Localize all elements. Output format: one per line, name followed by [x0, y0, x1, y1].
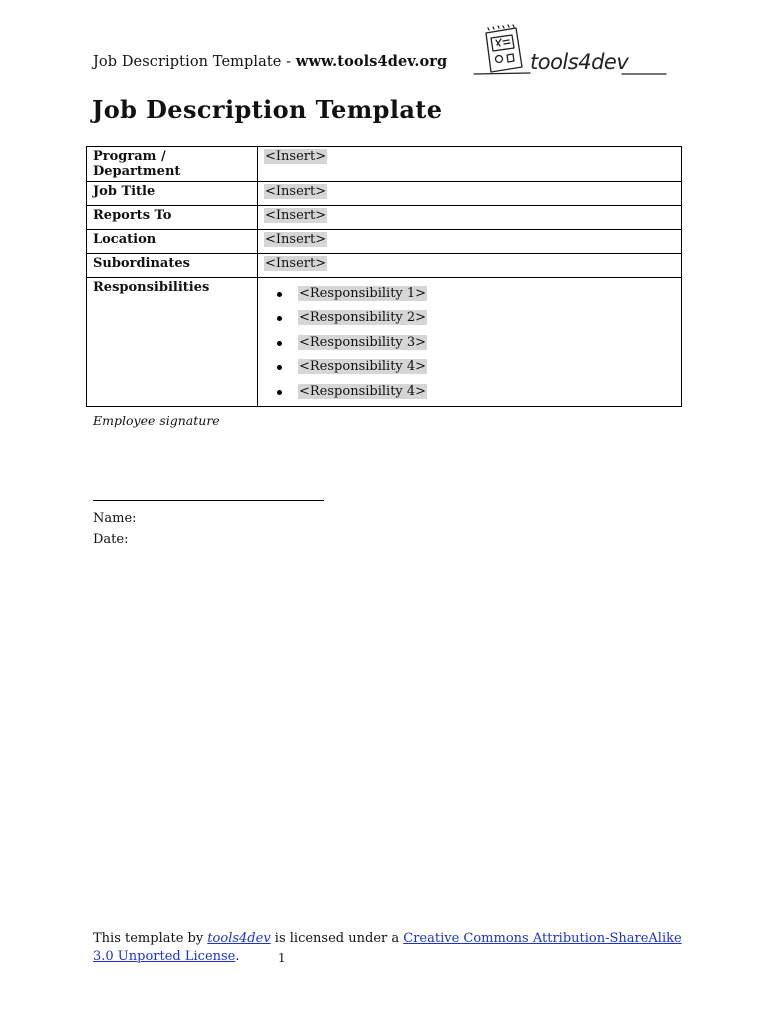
page-title: Job Description Template	[92, 95, 443, 124]
responsibility-placeholder: <Responsibility 4>	[299, 359, 427, 375]
job-info-table	[86, 146, 682, 407]
signature-line	[93, 500, 324, 501]
row-value-job-title	[258, 182, 682, 206]
row-label-program-department: Program / Department	[87, 147, 258, 182]
header-site: www.tools4dev.org	[295, 53, 448, 70]
table-row	[87, 254, 682, 278]
insert-placeholder: <Insert>	[265, 256, 327, 271]
responsibility-placeholder: <Responsibility 2>	[299, 310, 427, 326]
row-label-reports-to: Reports To	[87, 206, 258, 230]
table-row	[87, 147, 682, 182]
signature-caption: Employee signature	[93, 413, 220, 428]
responsibility-placeholder: <Responsibility 1>	[299, 286, 427, 301]
responsibility-placeholder: <Responsibility 3>	[299, 334, 427, 350]
license-footer	[93, 930, 693, 966]
insert-placeholder: <Insert>	[265, 232, 327, 247]
license-link[interactable]: Creative Commons Attribution-ShareAlike 3.0 Unported License	[93, 931, 682, 964]
date-label: Date:	[93, 532, 129, 547]
row-label-location: Location	[87, 230, 258, 254]
tools4dev-link[interactable]: tools4dev	[207, 931, 271, 946]
row-label-responsibilities: Responsibilities	[87, 278, 258, 407]
responsibility-list	[264, 282, 675, 404]
list-item	[268, 355, 675, 379]
row-value-location	[258, 230, 682, 254]
row-value-subordinates	[258, 254, 682, 278]
page-number: 1	[278, 951, 286, 965]
list-item	[268, 331, 675, 355]
list-item	[268, 306, 675, 330]
table-row	[87, 230, 682, 254]
footer-text-1: This template by	[93, 931, 208, 946]
insert-placeholder: <Insert>	[265, 149, 327, 164]
list-item	[268, 380, 675, 404]
row-value-program-department	[258, 147, 682, 182]
logo-text: tools4dev	[530, 50, 629, 74]
row-value-reports-to	[258, 206, 682, 230]
name-label: Name:	[93, 511, 137, 526]
insert-placeholder: <Insert>	[265, 208, 327, 223]
tools4dev-logo	[472, 24, 668, 82]
footer-text-2: is licensed under a	[270, 931, 404, 946]
insert-placeholder: <Insert>	[265, 184, 327, 199]
row-label-job-title: Job Title	[87, 182, 258, 206]
footer-text-3: .	[235, 949, 240, 964]
row-label-subordinates: Subordinates	[87, 254, 258, 278]
table-row	[87, 206, 682, 230]
table-row	[87, 278, 682, 407]
header-prefix: Job Description Template -	[93, 54, 296, 70]
responsibility-placeholder: <Responsibility 4>	[299, 383, 427, 399]
page-header	[93, 53, 447, 70]
list-item	[268, 282, 675, 306]
row-value-responsibilities	[258, 278, 682, 407]
table-row	[87, 182, 682, 206]
